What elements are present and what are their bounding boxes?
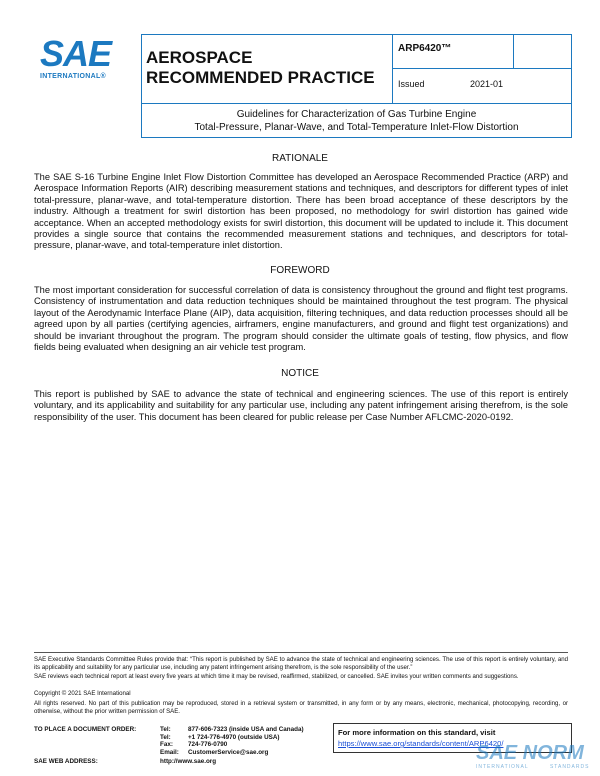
committee-rules-text: SAE Executive Standards Committee Rules provide that: “This report is published by SAE to advance the state of technical and engineering sciences. The use of this report is entirely voluntary, and its applicability and suitability for any particular use, including any patent infringement arising therefrom, is the sole responsibility of the user.” <box>34 656 568 671</box>
rationale-paragraph: The SAE S-16 Turbine Engine Inlet Flow Distortion Committee has developed an Aerospace Recommended Practice (ARP) and Aerospace Information Reports (AIR) describing measurement stations and techniques, and descriptors for different types of inlet total-pressure, planar-wave, and total-temperature distortion. There has been broad acceptance of these descriptors by the industry. Although a treatment for swirl distortion has been proposed, no methodology for swirl distortion has gained wide acceptance. When an accepted methodology exists for swirl distortion, this document will be updated to include it. This document provides a single source that contains the recommended measurement stations and techniques, and descriptors for total-pressure, planar-wave, and total-temperature inlet distortion. <box>34 172 568 251</box>
header-divider <box>141 103 572 104</box>
copyright-text: Copyright © 2021 SAE International <box>34 690 131 697</box>
tel-value: +1 724-776-4970 (outside USA) <box>188 733 280 741</box>
tel-label: Tel: <box>160 726 171 733</box>
email-value[interactable]: CustomerService@sae.org <box>188 748 269 756</box>
issued-label: Issued <box>398 79 425 89</box>
review-text: SAE reviews each technical report at least every five years at which time it may be revised, reaffirmed, stabilized, or cancelled. SAE invites your written comments and suggestions. <box>34 673 519 680</box>
document-number: ARP6420™ <box>398 43 452 54</box>
title-line-1: AEROSPACE <box>146 48 253 67</box>
contact-values <box>188 726 304 756</box>
title-line-2: RECOMMENDED PRACTICE <box>146 68 375 87</box>
notice-heading: NOTICE <box>281 368 319 379</box>
web-address-label: SAE WEB ADDRESS: <box>34 758 98 765</box>
watermark-sub-right: STANDARDS <box>549 764 590 770</box>
header-divider <box>392 68 572 69</box>
subtitle-line-1: Guidelines for Characterization of Gas Turbine Engine <box>236 109 477 120</box>
foreword-heading: FOREWORD <box>270 265 330 276</box>
footer-divider <box>34 652 568 653</box>
subtitle-line-2: Total-Pressure, Planar-Wave, and Total-Temperature Inlet-Flow Distortion <box>194 122 519 133</box>
issued-date: 2021-01 <box>470 79 504 89</box>
order-label: TO PLACE A DOCUMENT ORDER: <box>34 726 137 733</box>
contact-labels <box>160 726 179 756</box>
header-divider <box>513 34 514 69</box>
notice-paragraph: This report is published by SAE to advance the state of technical and engineering sciences. The use of this report is entirely voluntary, and its applicability and suitability for any particular use, including any patent infringement arising therefrom, is the sole responsibility of the user. This document has been cleared for public release per Case Number AFLCMC-2020-0192. <box>34 389 568 422</box>
sae-norm-watermark <box>476 742 600 776</box>
logo-mark: SAE <box>40 33 112 74</box>
document-type-title <box>146 48 375 88</box>
watermark-sub-left: INTERNATIONAL <box>476 764 529 770</box>
sae-logo <box>40 33 122 84</box>
web-address-value[interactable]: http://www.sae.org <box>160 758 217 765</box>
document-subtitle <box>141 108 572 134</box>
more-info-heading: For more information on this standard, visit <box>338 728 496 737</box>
fax-label: Fax: <box>160 741 173 749</box>
watermark-subtext <box>476 764 600 770</box>
tel-label: Tel: <box>160 733 171 741</box>
rights-text: All rights reserved. No part of this publication may be reproduced, stored in a retrieval system or transmitted, in any form or by any means, electronic, mechanical, photocopying, recording, or otherwise, without the prior written permission of SAE. <box>34 700 568 715</box>
header-divider <box>392 34 393 104</box>
watermark-text: SAE NORM <box>476 742 584 764</box>
rationale-heading: RATIONALE <box>272 153 328 164</box>
tel-value: 877-606-7323 (inside USA and Canada) <box>188 726 304 733</box>
email-label: Email: <box>160 748 179 756</box>
fax-value: 724-776-0790 <box>188 741 228 749</box>
logo-subtitle: INTERNATIONAL® <box>40 73 107 80</box>
standard-link[interactable]: https://www.sae.org/standards/content/ARP6420/ <box>338 739 504 748</box>
foreword-paragraph: The most important consideration for successful correlation of data is consistency throughout the ground and flight test programs. Consistency of instrumentation and data reduction techniques should be maintained throughout the test program. The physical layout of the Aerodynamic Interface Plane (AIP), data acquisition, filtering techniques, and data reduction processes should all be agreed upon by all parties (certifying agencies, airframers, engine manufacturers, and ground and flight test organizations) and should be invariant throughout the program. The program should consider the ultimate goals of testing, flow physics, and flow fields being evaluated when designing an air vehicle test program. <box>34 285 568 353</box>
